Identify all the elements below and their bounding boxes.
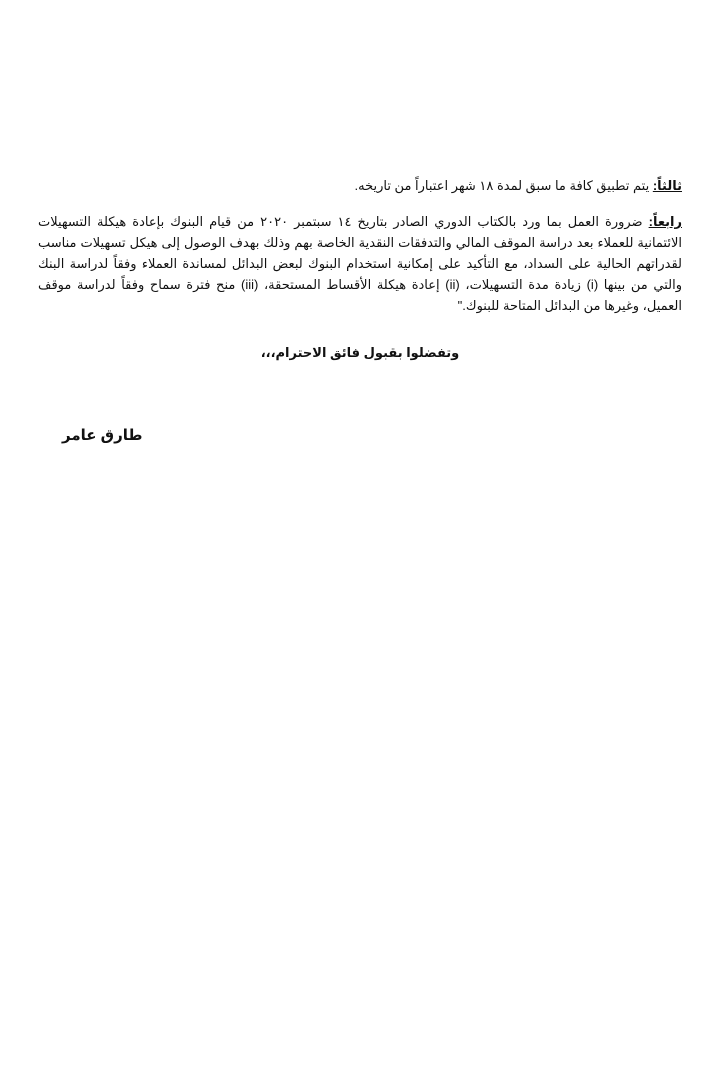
closing-salutation: وتفضلوا بقبول فائق الاحترام،،، [260,345,460,360]
paragraph-fourth [38,211,682,316]
paragraph-third-label: ثالثاً: [652,178,682,193]
paragraph-fourth-text: ضرورة العمل بما ورد بالكتاب الدوري الصادر بتاريخ ١٤ سبتمبر ٢٠٢٠ من قيام البنوك بإعادة هيكلة التسهيلات الائتمانية للعملاء بعد دراسة الموقف المالي والتدفقات النقدية الخاصة بهم وذلك بهدف الوصول إلى هيكل تسهيلات مناسب لقدراتهم الحالية على السداد، مع التأكيد على إمكانية استخدام البنوك لبعض البدائل لمساندة العملاء وفقاً لدراسة البنك والتي من بينها (i) زيادة مدة التسهيلات، (ii) إعادة هيكلة الأقساط المستحقة، (iii) منح فترة سماح وفقاً لدراسة موقف العميل، وغيرها من البدائل المتاحة للبنوك." [38,214,682,313]
paragraph-third [32,175,682,196]
paragraph-fourth-label: رابعاً: [648,214,682,229]
signature-name: طارق عامر [62,427,143,444]
paragraph-third-text: يتم تطبيق كافة ما سبق لمدة ١٨ شهر اعتباراً من تاريخه. [354,178,653,193]
